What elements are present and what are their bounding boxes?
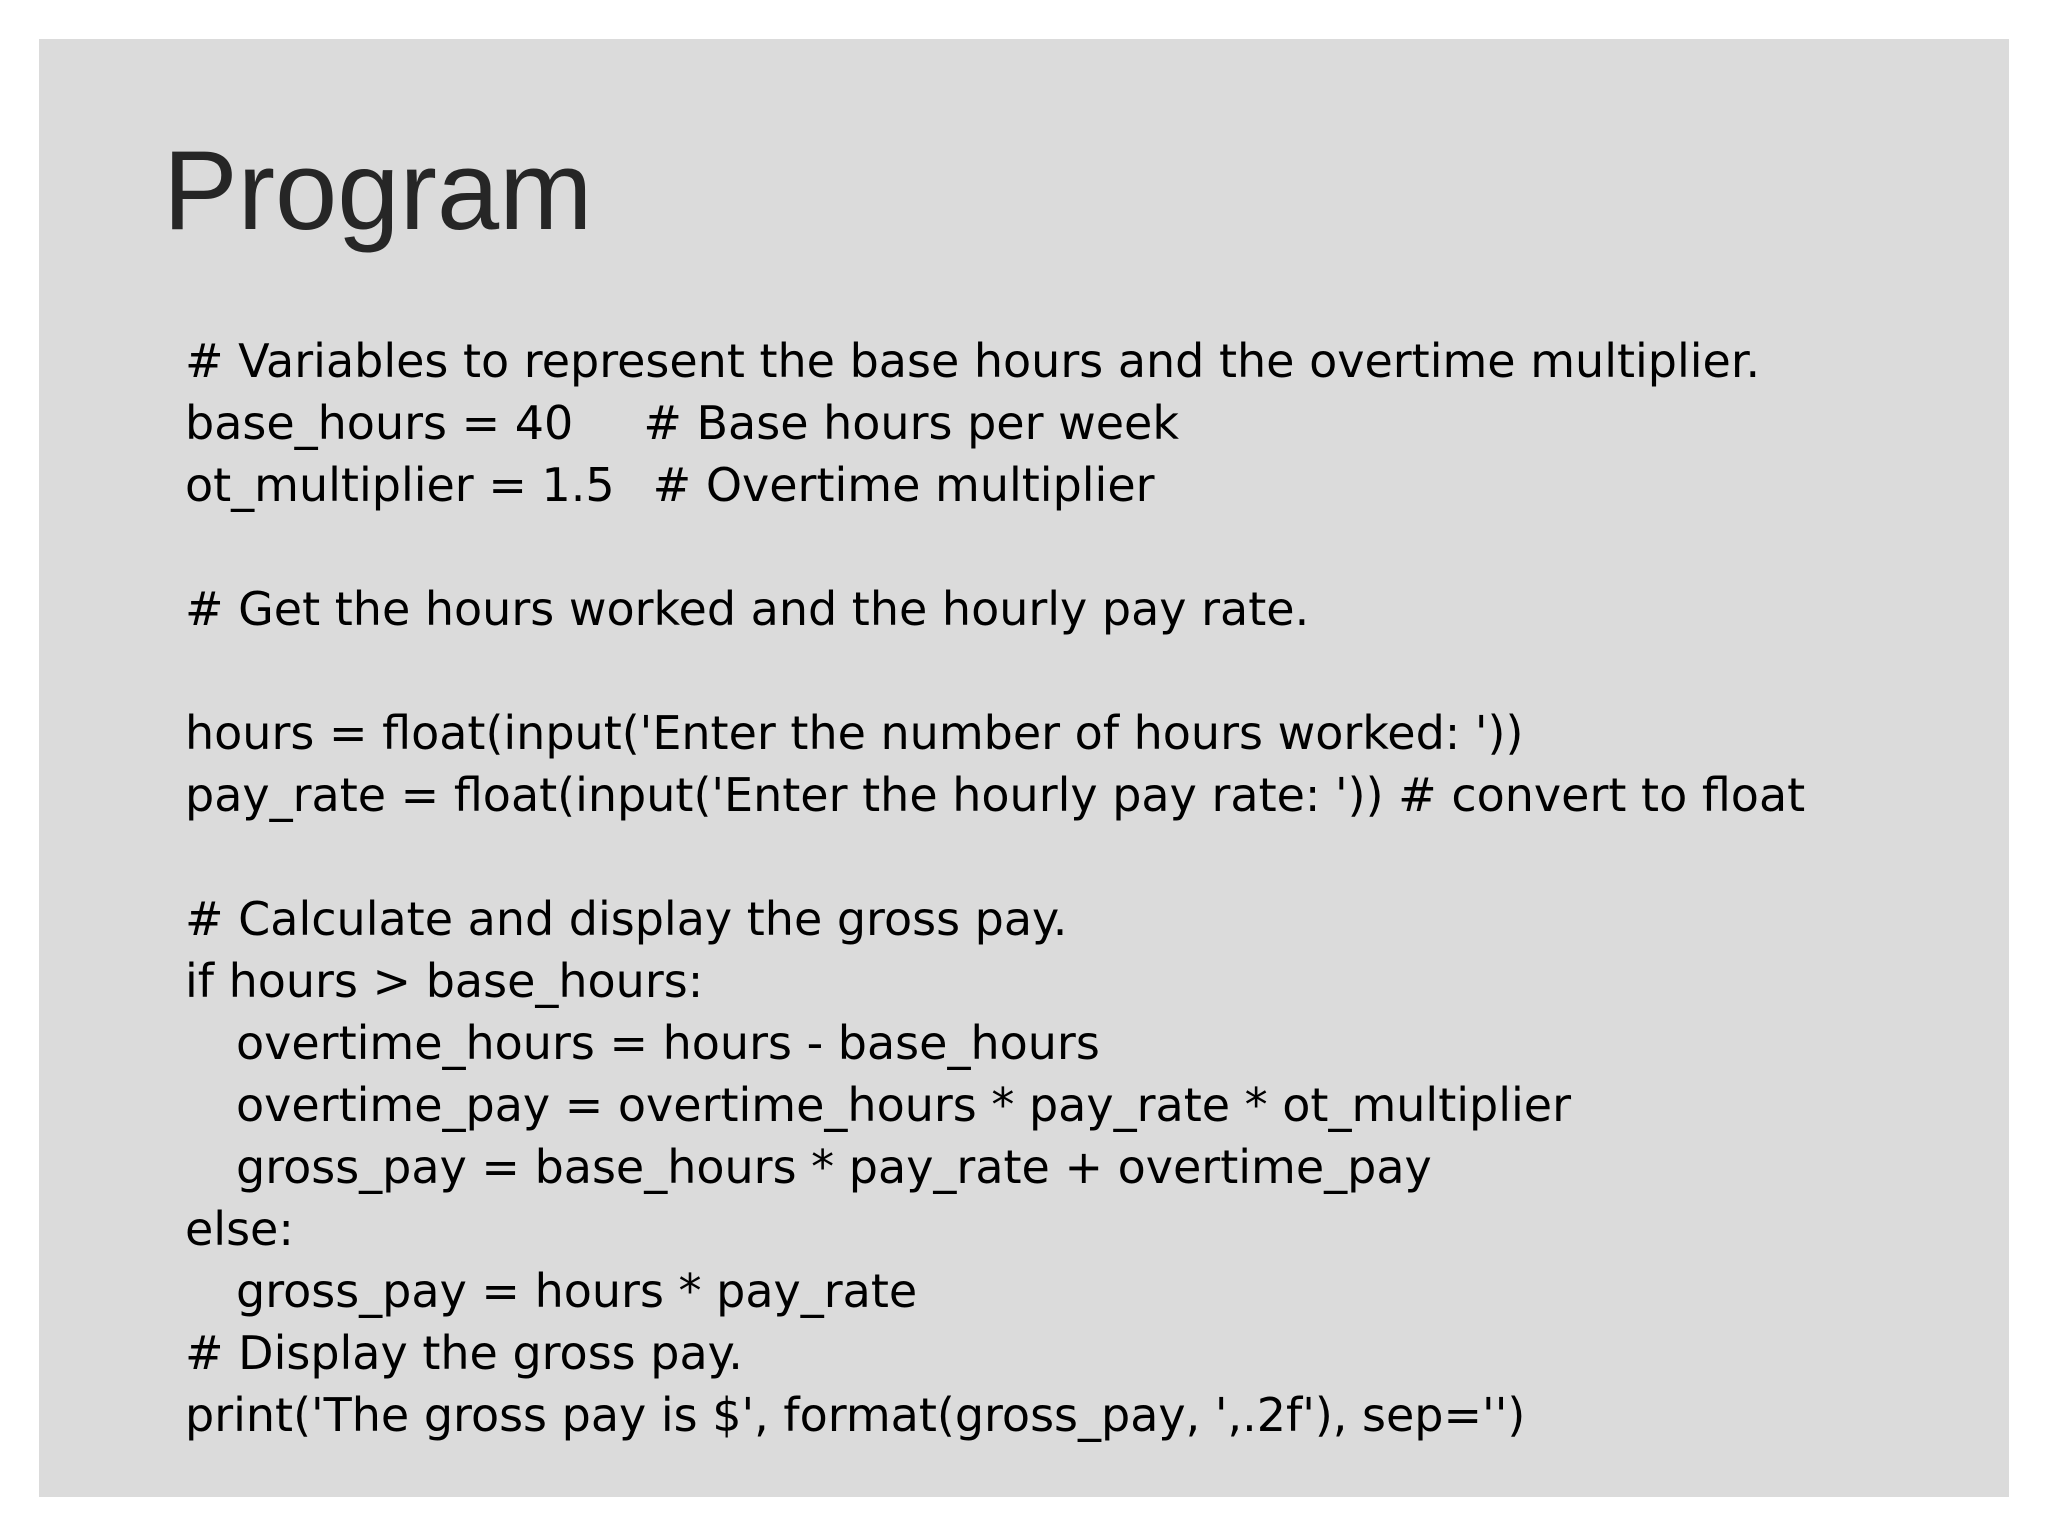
code-line-else: else: [185, 1202, 294, 1256]
code-comment-get-input: # Get the hours worked and the hourly pay rate. [185, 582, 1310, 636]
code-line-gross-pay-overtime: gross_pay = base_hours * pay_rate + overtime_pay [236, 1140, 1432, 1194]
slide-title: Program [163, 128, 593, 253]
code-line-ot-multiplier [185, 454, 1965, 516]
code-line-gross-pay: gross_pay = hours * pay_rate [236, 1264, 918, 1318]
code-line-overtime-hours: overtime_hours = hours - base_hours [236, 1016, 1100, 1070]
code-comment-variables: # Variables to represent the base hours and the overtime multiplier. [185, 334, 1761, 388]
code-line-overtime-pay: overtime_pay = overtime_hours * pay_rate * ot_multiplier [236, 1078, 1571, 1132]
code-comment-display: # Display the gross pay. [185, 1326, 743, 1380]
code-blank-line [185, 826, 1965, 888]
code-comment-calculate: # Calculate and display the gross pay. [185, 892, 1068, 946]
ot-multiplier-comment: # Overtime multiplier [652, 458, 1155, 512]
code-line-if: if hours > base_hours: [185, 954, 704, 1008]
code-line-base-hours [185, 392, 1965, 454]
ot-multiplier-statement: ot_multiplier = 1.5 [185, 458, 615, 512]
code-blank-line [185, 516, 1965, 578]
code-blank-line [185, 640, 1965, 702]
code-line-hours: hours = float(input('Enter the number of hours worked: ')) [185, 706, 1524, 760]
code-line-print: print('The gross pay is $', format(gross_pay, ',.2f'), sep='') [185, 1388, 1526, 1442]
base-hours-comment: # Base hours per week [643, 396, 1179, 450]
code-block [185, 330, 1965, 1446]
slide [39, 39, 2009, 1497]
code-line-pay-rate: pay_rate = float(input('Enter the hourly pay rate: ')) # convert to float [185, 768, 1806, 822]
base-hours-statement: base_hours = 40 [185, 396, 574, 450]
